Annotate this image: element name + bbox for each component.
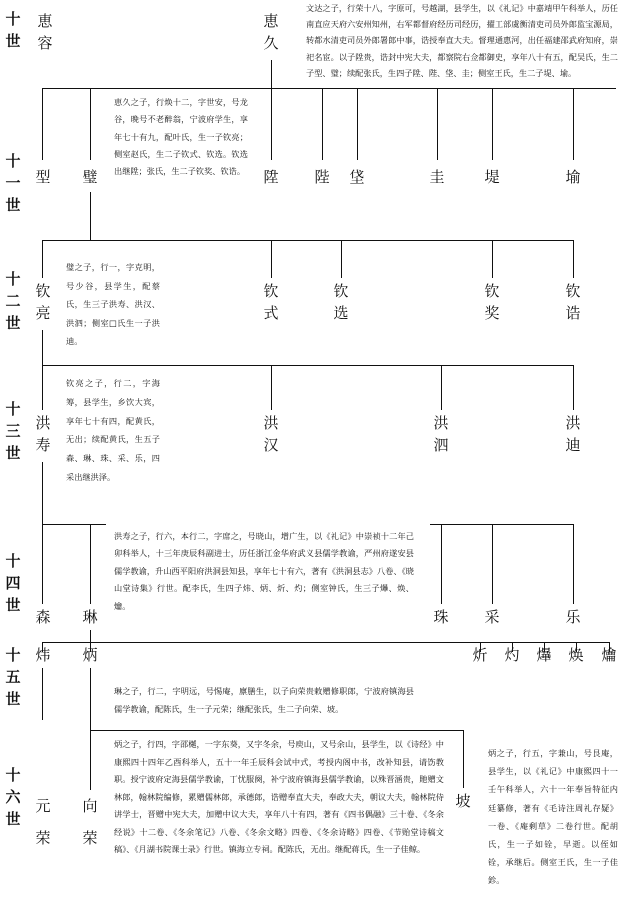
- bio-xiangrong: 炳之子，行四，字邵樾，一字东葵，又字冬余，号庾山，又号余山，县学生，以《诗经》中康熙四十四年乙酉科举人，五十一年壬辰科会试中式，考授内阁中书，改补知县，请饬教职。授宁波府定海县儒学教谕，丁忧服阕，补宁波府镇海县儒学教谕，以殊晋涵贵，貤赠文林郎，翰林院编修，累赠儒林郎，承德郎，诰赠奉直大夫，奉政大夫，朝议大夫，翰林院侍讲学士，晋赠中宪大夫，加赠中议大夫，享年八十有四，著有《四书偶融》三十卷、《冬余经说》十二卷、《冬余笔记》八卷、《冬余文略》四卷、《冬余诗略》四卷、《节贻堂诗稿文稿》、《月湖书院课士录》行世。镇海立专祠。配陈氏，无出。继配蒋氏，生一子佳鲸。: [114, 739, 444, 854]
- connector-line: [42, 524, 43, 604]
- bio-bi: 恵久之子，行焕十二，字世安，号龙谷，晚号不老醉翁，宁波府学生，享年七十有九，配叶氏，生一子钦亮；侧室赵氏，生二子钦式、钦选。钦选出继陞；张氏，生二子钦奖、钦诰。: [114, 97, 248, 177]
- person-zhu: 珠: [433, 608, 449, 626]
- connector-line: [90, 730, 91, 790]
- connector-line: [322, 88, 323, 160]
- person-ao: 陛: [314, 168, 330, 186]
- person-po: 坡: [455, 792, 471, 810]
- person-hongsi: 洪泗: [433, 414, 449, 454]
- person-huan: 焕: [568, 646, 584, 664]
- connector-line: [42, 642, 610, 643]
- person-le: 乐: [565, 608, 581, 626]
- person-qinliang: 钦亮: [35, 282, 51, 322]
- connector-line: [90, 730, 464, 731]
- connector-line: [42, 462, 43, 524]
- connector-line: [573, 240, 574, 278]
- connector-line: [90, 192, 91, 240]
- person-kui: 垡: [349, 168, 365, 186]
- person-sen: 森: [35, 608, 51, 626]
- connector-line: [492, 240, 493, 278]
- connector-line: [271, 60, 272, 88]
- generation-label-14: 十四世: [5, 552, 21, 614]
- connector-line: [42, 668, 43, 720]
- person-cai: 采: [484, 608, 500, 626]
- connector-line: [573, 524, 574, 604]
- connector-line: [42, 240, 43, 278]
- person-yuanrong: 元荣: [35, 797, 51, 847]
- connector-line: [492, 88, 493, 160]
- connector-line: [90, 524, 91, 604]
- person-zhuo: 灼: [504, 646, 520, 664]
- bio-lin: 洪寿之子，行六，本行二，字席之，号晓山，增广生，以《礼记》中崇祯十二年己卯科举人，十三年庚辰科副进士，历任浙江金华府武义县儒学教谕，严州府遂安县儒学教谕，升山西平阳府洪洞县知县，享年七十有六，著有《洪洞县志》八卷、《晓山堂诗集》行世。配李氏，生四子炜、炳、炘、灼；侧室钟氏，生三子爗、焕、爚。: [114, 531, 414, 611]
- person-qinxuan: 钦选: [333, 282, 349, 322]
- person-hongdi: 洪迪: [565, 414, 581, 454]
- connector-line: [90, 630, 91, 642]
- connector-line: [573, 88, 574, 160]
- generation-label-13: 十三世: [5, 400, 21, 462]
- connector-line: [430, 524, 574, 525]
- person-xiangrong: 向荣: [82, 797, 98, 847]
- connector-line: [42, 524, 106, 525]
- person-qinjiang: 钦奖: [484, 282, 500, 322]
- person-xing: 型: [35, 168, 51, 186]
- connector-line: [357, 88, 358, 160]
- person-gui: 圭: [429, 168, 445, 186]
- bio-qinliang: 璧之子，行一，字克明，号少谷，县学生，配蔡氏，生三子洪寿、洪汉、洪泗；侧室□氏生一子洪迪。: [66, 262, 160, 346]
- generation-label-11: 十一世: [5, 152, 21, 214]
- generation-label-12: 十二世: [5, 270, 21, 332]
- connector-line: [42, 365, 43, 410]
- connector-line: [341, 240, 342, 278]
- person-qinshi: 钦式: [263, 282, 279, 322]
- connector-line: [42, 88, 616, 89]
- person-honghan: 洪汉: [263, 414, 279, 454]
- connector-line: [42, 88, 43, 160]
- generation-label-15: 十五世: [5, 646, 21, 708]
- connector-line: [271, 365, 272, 410]
- connector-line: [42, 240, 574, 241]
- person-lin: 琳: [82, 608, 98, 626]
- connector-line: [90, 88, 91, 160]
- connector-line: [90, 668, 91, 730]
- person-huirong: 恵容: [37, 12, 53, 52]
- person-hongshou: 洪寿: [35, 414, 51, 454]
- connector-line: [271, 240, 272, 278]
- generation-label-16: 十六世: [5, 766, 21, 828]
- connector-line: [441, 524, 442, 604]
- person-ti: 堤: [484, 168, 500, 186]
- person-wei: 炜: [35, 646, 51, 664]
- bio-wei: 琳之子，行二，字明远，号惕庵，廪膳生，以子向荣贵敕赠修职郎，宁波府镇海县儒学教谕，配陈氏，生一子元荣；继配张氏，生二子向荣、坡。: [114, 686, 414, 714]
- bio-hongshou: 钦亮之子，行二，字海筹，县学生，乡饮大宾，享年七十有四，配黄氏，无出；续配黄氏，生五子森、琳、珠、采、乐，四采出继洪泽。: [66, 378, 160, 482]
- connector-line: [271, 88, 272, 160]
- person-xin: 炘: [472, 646, 488, 664]
- connector-line: [42, 365, 574, 366]
- person-yao: 爚: [601, 646, 617, 664]
- connector-line: [463, 730, 464, 788]
- connector-line: [492, 524, 493, 604]
- connector-line: [441, 365, 442, 410]
- person-xie: 爗: [536, 646, 552, 664]
- connector-line: [42, 330, 43, 365]
- generation-label-10: 十世: [5, 10, 21, 50]
- person-bing: 炳: [82, 646, 98, 664]
- person-bi: 璧: [82, 168, 98, 186]
- person-huijiu: 恵久: [263, 12, 279, 52]
- connector-line: [573, 365, 574, 410]
- person-duan: 堬: [565, 168, 581, 186]
- connector-line: [437, 88, 438, 160]
- person-qingao: 钦诰: [565, 282, 581, 322]
- bio-po: 炳之子，行五，字兼山，号艮庵，县学生，以《礼记》中康熙四十一壬午科举人，六十一年奉旨特征内廷纂修，著有《毛诗注周礼存疑》一卷、《庵剩草》二卷行世。配胡氏，生一子如铨，早逝。以侄如铨，承继后。侧室王氏，生一子佳鉁。: [488, 748, 618, 886]
- bio-huijiu: 文达之子，行荣十八，字原可，号越湖，县学生，以《礼记》中嘉靖甲午科举人，历任南直应天府六安州知州，右军都督府经历司经历，擢工部虞衡清吏司员外郎监宝源局，转都水清吏司员外郎署郎中事，诰授奉直大夫。督理通惠河，出任福建邵武府知府，崇祀名宦。以子陞贵，诰封中宪大夫，都察院右佥都御史，享年八十有五，配吴氏，生二子型、璧；续配张氏，生四子陞、陛、垡、圭；侧室王氏，生二子堤、堬。: [306, 3, 618, 78]
- person-zhi: 陞: [263, 168, 279, 186]
